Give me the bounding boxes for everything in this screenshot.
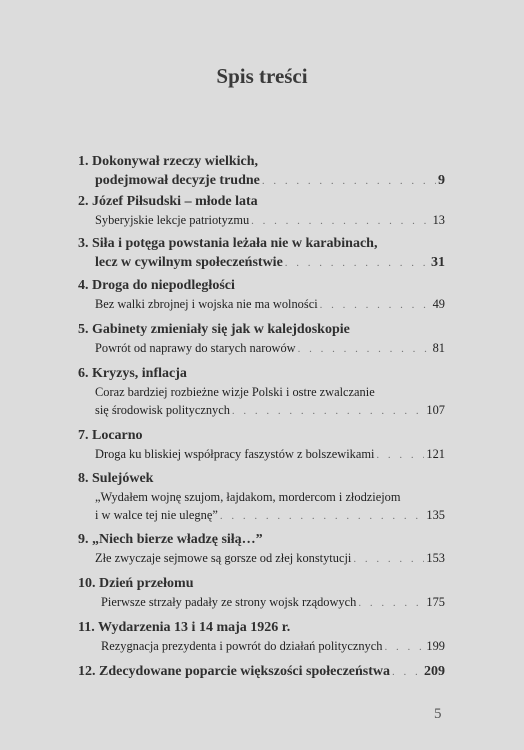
- leader-dots: [353, 550, 424, 568]
- leader-dots: [358, 594, 424, 612]
- chapter-subtitle: [78, 445, 445, 464]
- leader-dots: [232, 402, 425, 420]
- chapter-heading: 8. Sulejówek: [78, 471, 154, 486]
- chapter-heading: 12. Zdecydowane poparcie większości społeczeństwa: [78, 664, 390, 679]
- page-number: 5: [434, 706, 442, 722]
- page-reference: 31: [431, 255, 445, 270]
- chapter-subtitle-text: Bez walki zbrojnej i wojska nie ma wolności: [95, 297, 318, 311]
- chapter-subtitle: [78, 211, 445, 230]
- page-reference: 107: [426, 403, 445, 417]
- page-reference: 81: [432, 341, 445, 355]
- toc-entry-2[interactable]: [78, 192, 445, 230]
- chapter-subtitle-text: Złe zwyczaje sejmowe są gorsze od złej konstytucji: [95, 551, 352, 565]
- chapter-heading: 7. Locarno: [78, 428, 143, 443]
- chapter-subtitle-line2: się środowisk politycznych: [95, 403, 230, 417]
- leader-dots: [376, 446, 424, 464]
- chapter-heading: 6. Kryzys, inflacja: [78, 366, 187, 381]
- chapter-subtitle-text: Powrót od naprawy do starych narowów: [95, 341, 296, 355]
- chapter-heading: 2. Józef Piłsudski – młode lata: [78, 194, 258, 209]
- toc-entry-12[interactable]: [78, 662, 445, 682]
- page-reference: 153: [426, 551, 445, 565]
- chapter-subtitle: Coraz bardziej rozbieżne wizje Polski i ostre zwalczanie: [95, 385, 375, 399]
- chapter-subtitle: [78, 295, 445, 314]
- chapter-heading-row: [78, 662, 445, 682]
- chapter-subtitle-text: Pierwsze strzały padały ze strony wojsk rządowych: [101, 595, 357, 609]
- chapter-heading: 4. Droga do niepodległości: [78, 278, 235, 293]
- chapter-subtitle-text: Rezygnacja prezydenta i powrót do działań politycznych: [101, 639, 383, 653]
- chapter-heading-line2: podejmował decyzje trudne: [95, 173, 260, 188]
- toc-entry-9[interactable]: [78, 530, 445, 568]
- chapter-subtitle-line2: i w walce tej nie ulegnę”: [95, 508, 218, 522]
- chapter-heading: 5. Gabinety zmieniały się jak w kalejdoskopie: [78, 322, 350, 337]
- chapter-heading: 3. Siła i potęga powstania leżała nie w karabinach,: [78, 236, 378, 251]
- page-reference: 175: [426, 595, 445, 609]
- leader-dots: [320, 296, 431, 314]
- page-title: Spis treści: [216, 64, 308, 88]
- toc-entry-1[interactable]: [78, 152, 445, 191]
- chapter-subtitle-text: Syberyjskie lekcje patriotyzmu: [95, 213, 250, 227]
- toc-entry-6[interactable]: [78, 364, 445, 420]
- chapter-subtitle: [78, 637, 445, 656]
- chapter-subtitle: [78, 339, 445, 358]
- page-reference: 9: [438, 173, 445, 188]
- toc-entry-10[interactable]: [78, 574, 445, 612]
- chapter-subtitle-text: Droga ku bliskiej współpracy faszystów z bolszewikami: [95, 447, 375, 461]
- page-reference: 135: [426, 508, 445, 522]
- leader-dots: [392, 663, 422, 682]
- page-reference: 199: [426, 639, 445, 653]
- leader-dots: [251, 212, 430, 230]
- chapter-heading: 10. Dzień przełomu: [78, 576, 194, 591]
- chapter-heading: 1. Dokonywał rzeczy wielkich,: [78, 154, 259, 169]
- leader-dots: [262, 172, 436, 191]
- toc-entry-3[interactable]: [78, 234, 445, 273]
- chapter-heading: 11. Wydarzenia 13 i 14 maja 1926 r.: [78, 620, 291, 635]
- leader-dots: [285, 254, 429, 273]
- page-reference: 209: [424, 664, 445, 679]
- toc-entry-5[interactable]: [78, 320, 445, 358]
- leader-dots: [298, 340, 431, 358]
- leader-dots: [220, 507, 425, 525]
- page-reference: 121: [426, 447, 445, 461]
- toc-entry-4[interactable]: [78, 276, 445, 314]
- chapter-subtitle: „Wydałem wojnę szujom, łajdakom, mordercom i złodziejom: [95, 490, 401, 504]
- leader-dots: [384, 638, 424, 656]
- toc-entry-8[interactable]: [78, 469, 445, 525]
- chapter-heading-continued: [78, 171, 445, 191]
- chapter-subtitle-continued: [78, 506, 445, 525]
- chapter-heading: 9. „Niech bierze władzę siłą…”: [78, 532, 263, 547]
- toc-entry-11[interactable]: [78, 618, 445, 656]
- chapter-subtitle: [78, 593, 445, 612]
- chapter-heading-line2: lecz w cywilnym społeczeństwie: [95, 255, 283, 270]
- chapter-heading-continued: [78, 253, 445, 273]
- page-reference: 13: [432, 213, 445, 227]
- toc-entry-7[interactable]: [78, 426, 445, 464]
- chapter-subtitle-continued: [78, 401, 445, 420]
- page-reference: 49: [432, 297, 445, 311]
- chapter-subtitle: [78, 549, 445, 568]
